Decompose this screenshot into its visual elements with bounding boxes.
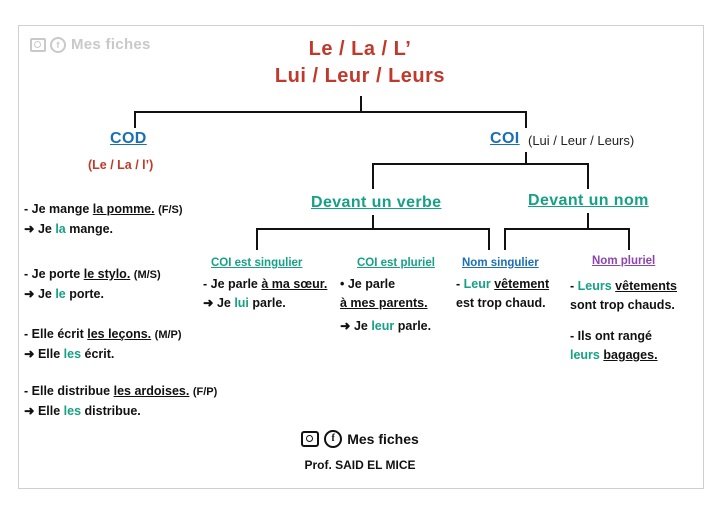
nom-plur-2-line2 [570,346,695,365]
connector-coi-sub-horizontal [372,163,588,165]
connector-nom-pluriel-stem [628,228,630,250]
coi-sing-underlined: à ma sœur. [261,277,328,291]
connector-devant-nom-stem [587,163,589,189]
footer-author: Prof. SAID EL MICE [304,458,416,472]
cod-1-answer [24,220,234,239]
cod-1-answer-pronoun: la [55,222,66,236]
connector-devant-verbe-stem [372,163,374,189]
instagram-icon [301,431,319,447]
coi-pluriel-block [340,275,470,336]
cod-4-answer-pronoun: les [63,404,82,418]
coi-plur-answer [340,317,470,336]
nom-plur-1-line2: sont trop chauds. [570,298,675,312]
list-item [24,325,239,345]
cod-3-tag: (M/P) [154,329,182,341]
heading-nom-pluriel: Nom pluriel [592,255,656,267]
nom-sing-prefix: - [456,277,464,291]
cod-4-answer-suffix: distribue. [81,404,141,418]
cod-2-answer-pronoun: le [55,287,66,301]
coi-sing-answer-suffix: parle. [248,296,286,310]
page-title [0,36,720,90]
connector-cod-stem [134,111,136,128]
list-item [456,275,571,294]
cod-3-answer [24,345,239,364]
connector-verbe-sub-stem [372,215,374,229]
nom-sing-pronoun: Leur [463,277,491,291]
node-cod-note: (Le / La / l’) [88,158,154,172]
list-item [24,382,249,402]
coi-plur-answer-suffix: parle. [394,319,432,333]
cod-3-prefix: - Elle écrit [24,327,88,341]
cod-2-tag: (M/S) [133,269,161,281]
coi-sing-answer-pronoun: lui [234,296,249,310]
nom-plur-2-underlined: bagages. [603,348,658,362]
coi-plur-line1: • Je parle [340,277,396,291]
title-line-1: Le / La / L’ [308,38,412,60]
list-item [24,200,234,220]
cod-2-answer-prefix: ➜ Je [24,287,56,301]
nom-sing-line2: est trop chaud. [456,296,546,310]
title-line-2: Lui / Leur / Leurs [274,65,446,87]
cod-2-underlined: le stylo. [83,267,131,281]
connector-verbe-sub-horizontal [256,228,489,230]
connector-coi-singulier-stem [256,228,258,250]
nom-pluriel-block-1 [570,277,695,315]
cod-4-answer [24,402,249,421]
nom-singulier-block [456,275,571,313]
cod-2-prefix: - Je porte [24,267,84,281]
cod-3-answer-prefix: ➜ Elle [24,347,64,361]
footer-brand-label: Mes fiches [347,431,419,447]
coi-sing-answer [203,294,353,313]
nom-plur-1-prefix: - [570,279,578,293]
node-devant-un-nom: Devant un nom [528,192,649,209]
facebook-icon: f [50,37,66,53]
node-coi-note: (Lui / Leur / Leurs) [528,133,635,148]
coi-plur-answer-prefix: ➜ Je [340,319,372,333]
connector-root-horizontal [134,111,526,113]
node-devant-un-verbe: Devant un verbe [311,194,442,211]
connector-nom-sub-stem [587,213,589,229]
connector-coi-stem [525,111,527,128]
connector-root-stem [360,96,362,112]
connector-coi-pluriel-stem [488,228,490,250]
cod-3-answer-suffix: écrit. [81,347,115,361]
nom-plur-2-pronoun: leurs [570,348,600,362]
cod-4-prefix: - Elle distribue [24,384,114,398]
nom-plur-2-line1: - Ils ont rangé [570,329,652,343]
cod-4-tag: (F/P) [192,386,218,398]
coi-plur-answer-pronoun: leur [371,319,395,333]
nom-plur-1-pronoun: Leurs [577,279,612,293]
footer-brand [301,430,419,448]
node-coi-label: COI [490,130,520,147]
cod-example-list [24,200,234,239]
cod-1-underlined: la pomme. [92,202,155,216]
cod-1-tag: (F/S) [158,204,183,216]
node-cod-label: COD [110,130,147,147]
cod-4-answer-prefix: ➜ Elle [24,404,64,418]
cod-example-4 [24,382,249,421]
cod-1-answer-prefix: ➜ Je [24,222,56,236]
connector-nom-sub-horizontal [504,228,628,230]
list-item [203,275,353,294]
cod-2-answer-suffix: porte. [65,287,104,301]
facebook-icon: f [324,430,342,448]
cod-3-underlined: les leçons. [87,327,152,341]
coi-sing-prefix: - Je parle [203,277,262,291]
coi-singulier-block [203,275,353,313]
cod-1-prefix: - Je mange [24,202,93,216]
coi-sing-answer-prefix: ➜ Je [203,296,235,310]
heading-coi-singulier: COI est singulier [211,257,303,269]
cod-example-3 [24,325,239,364]
heading-coi-pluriel: COI est pluriel [357,257,435,269]
nom-pluriel-block-2 [570,327,695,365]
coi-plur-line2: à mes parents. [340,296,428,310]
nom-plur-1-underlined: vêtements [615,279,678,293]
cod-1-answer-suffix: mange. [65,222,114,236]
watermark-label: Mes fiches [71,36,151,53]
cod-4-underlined: les ardoises. [113,384,190,398]
cod-3-answer-pronoun: les [63,347,82,361]
connector-nom-singulier-stem [504,228,506,250]
list-item [570,277,695,296]
nom-sing-underlined: vêtement [494,277,550,291]
footer [0,430,720,472]
heading-nom-singulier: Nom singulier [462,257,539,269]
